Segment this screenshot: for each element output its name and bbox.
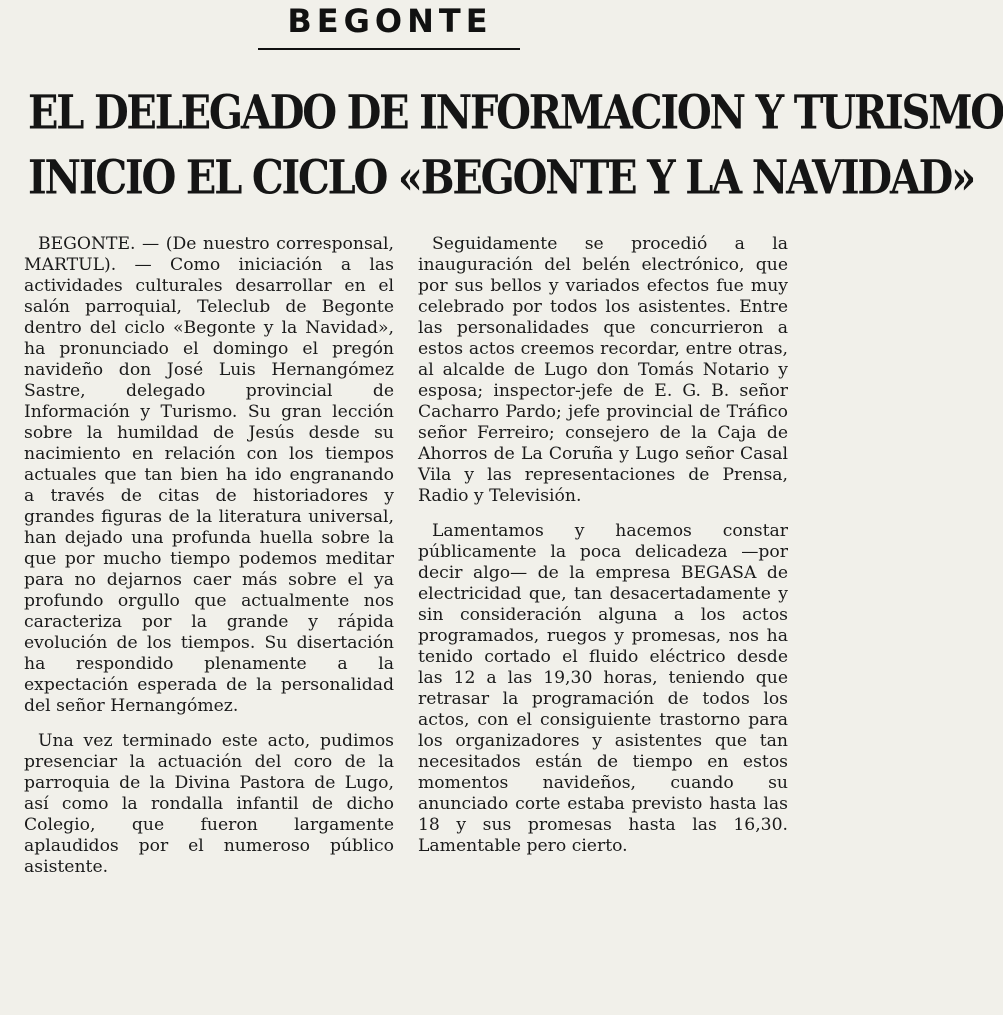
paragraph: Seguidamente se procedió a la inauguración del belén electrónico, que por sus bellos y variados efectos fue muy celebrado por todos los asistentes. Entre las personalidades que concurrieron a estos actos creemos recordar, entre otras, al alcalde de Lugo don Tomás Notario y esposa; inspector-jefe de E. G. B. señor Cacharro Pardo; jefe provincial de Tráfico señor Ferreiro; consejero de la Caja de Ahorros de La Coruña y Lugo señor Casal Vila y las representaciones de Prensa, Radio y Televisión. — [418, 234, 788, 506]
headline-line-1: EL DELEGADO DE INFORMACION Y TURISMO — [28, 85, 1003, 141]
paragraph: Lamentamos y hacemos constar públicamente la poca delicadeza —por decir algo— de la empresa BEGASA de electricidad que, tan desacertadamente y sin consideración alguna a los actos programados, ruegos y promesas, nos ha tenido cortado el fluido eléctrico desde las 12 a las 19,30 horas, teniendo que retrasar la programación de todos los actos, con el consiguiente trastorno para los organizadores y asistentes que tan necesitados están de tiempo en estos momentos navideños, cuando su anunciado corte estaba previsto hasta las 18 y sus promesas hasta las 16,30. Lamentable pero cierto. — [418, 521, 788, 856]
right-column — [418, 234, 788, 871]
section-divider — [258, 48, 520, 50]
section-title: BEGONTE — [287, 2, 493, 40]
paragraph: BEGONTE. — (De nuestro corresponsal, MARTUL). — Como iniciación a las actividades culturales desarrollar en el salón parroquial, Teleclub de Begonte dentro del ciclo «Begonte y la Navidad», ha pronunciado el domingo el pregón navideño don José Luis Hernangómez Sastre, delegado provincial de Información y Turismo. Su gran lección sobre la humildad de Jesús desde su nacimiento en relación con los tiempos actuales que tan bien ha ido engranando a través de citas de historiadores y grandes figuras de la literatura universal, han dejado una profunda huella sobre la que por mucho tiempo podemos meditar para no dejarnos caer más sobre el ya profundo orgullo que actualmente nos caracteriza por la grande y rápida evolución de los tiempos. Su disertación ha respondido plenamente a la expectación esperada de la personalidad del señor Hernangómez. — [24, 234, 394, 716]
headline-line-2: INICIO EL CICLO «BEGONTE Y LA NAVIDAD» — [28, 150, 974, 206]
paragraph: Una vez terminado este acto, pudimos presenciar la actuación del coro de la parroquia de la Divina Pastora de Lugo, así como la rondalla infantil de dicho Colegio, que fueron largamente aplaudidos por el numeroso público asistente. — [24, 731, 394, 877]
left-column — [24, 234, 394, 892]
